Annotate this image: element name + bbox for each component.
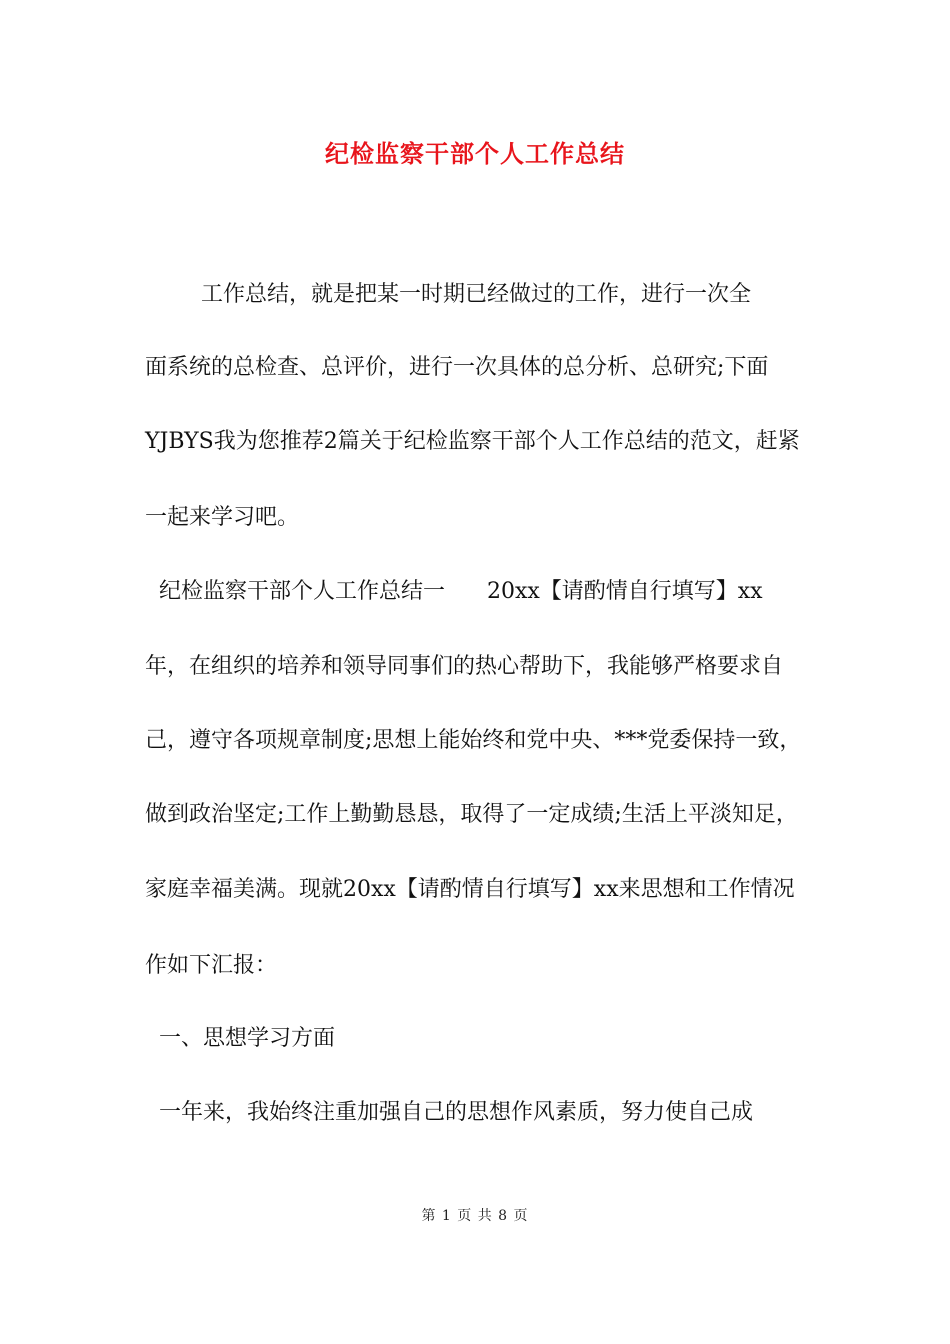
document-title: 纪检监察干部个人工作总结 xyxy=(325,139,625,168)
page-number-footer: 第 1 页 共 8 页 xyxy=(421,1208,529,1224)
paragraph-line: 面系统的总检查、总评价，进行一次具体的总分析、总研究;下面 xyxy=(145,355,769,380)
paragraph-line: 纪检监察干部个人工作总结一 20xx【请酌情自行填写】xx xyxy=(145,579,763,604)
paragraph-line: 一起来学习吧。 xyxy=(145,505,300,530)
paragraph-line: 年，在组织的培养和领导同事们的热心帮助下，我能够严格要求自 xyxy=(145,654,784,679)
paragraph-line: 己，遵守各项规章制度;思想上能始终和党中央、***党委保持一致， xyxy=(145,728,802,753)
section-heading: 一、思想学习方面 xyxy=(145,1026,335,1051)
paragraph-line: 家庭幸福美满。现就20xx【请酌情自行填写】xx来思想和工作情况 xyxy=(145,877,795,902)
paragraph-line: 做到政治坚定;工作上勤勤恳恳，取得了一定成绩;生活上平淡知足， xyxy=(145,802,798,827)
paragraph-line: YJBYS我为您推荐2篇关于纪检监察干部个人工作总结的范文，赶紧 xyxy=(145,429,800,454)
paragraph-line: 作如下汇报： xyxy=(145,953,278,978)
paragraph-line: 工作总结，就是把某一时期已经做过的工作，进行一次全 xyxy=(145,282,751,307)
paragraph-line: 一年来，我始终注重加强自己的思想作风素质，努力使自己成 xyxy=(145,1100,753,1125)
